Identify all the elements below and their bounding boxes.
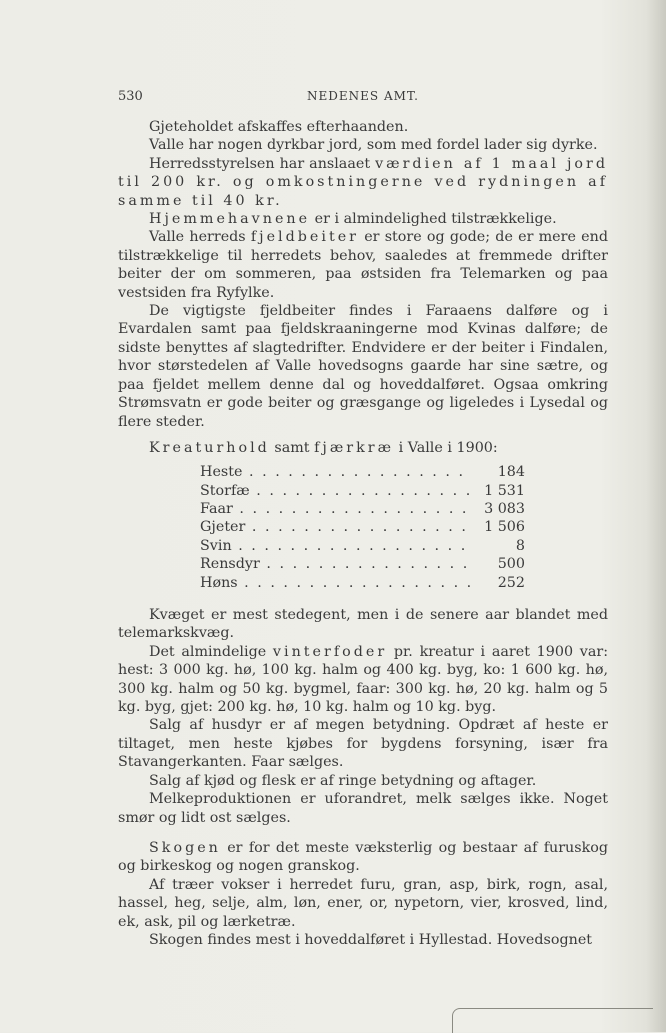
stats-heading-part1: Kreaturhold xyxy=(149,439,270,456)
paragraph xyxy=(118,606,608,643)
paragraph-text: er for det meste væksterlig og bestaar af furuskog og birkeskog og nogen granskog. xyxy=(118,839,608,875)
spaced-emphasis-text: Hjemmehavnene xyxy=(149,211,311,228)
paragraph xyxy=(118,716,608,771)
stats-heading-part4: i Valle i 1900: xyxy=(394,439,498,456)
paragraph-text: Salg af husdyr er af megen betydning. Opdræt af heste er tiltaget, men heste kjøbes for bygdens forsyning, især fra Stavangerkanten. Faar sælges. xyxy=(118,717,608,771)
row-value: 3 083 xyxy=(484,501,525,518)
paragraph-text: De vigtigste fjeldbeiter findes i Faraaens dalføre og i Evardalen samt paa fjeldskraaningerne mod Kvinas dalføre; de sidste benyttes af slagtedrifter. Endvidere er der beiter i Findalen, hvor størstedelen af Valle hovedsogns gaarde har sine sætre, og paa fjeldet mellem denne dal og hoveddalføret. Ogsaa omkring Strømsvatn er gode beiter og græsgange og ligeledes i Lysedal og flere steder. xyxy=(118,303,608,430)
row-label: Gjeter . . . xyxy=(200,518,471,536)
row-label: Heste . . . xyxy=(200,463,471,481)
text-block-3 xyxy=(118,839,608,949)
paragraph-text: er store og gode; de er mere end tilstrækkelige til herredets behov, saaledes at fremmede drifter beiter der om sommeren, paa østsiden fra Telemarken og paa vestsiden fra Ryfylke. xyxy=(118,229,608,301)
page-header xyxy=(118,89,608,107)
paragraph xyxy=(118,302,608,431)
stats-heading xyxy=(118,439,608,457)
row-value: 1 531 xyxy=(484,482,525,499)
paragraph-text: Melkeproduktionen er uforandret, melk sælges ikke. Noget smør og lidt ost sælges. xyxy=(118,791,608,826)
scan-edge-mark xyxy=(452,1008,653,1033)
paragraph-text: Herredsstyrelsen har anslaaet xyxy=(149,155,376,172)
table-row xyxy=(200,463,525,481)
paragraph-text: Gjeteholdet afskaffes efterhaanden. xyxy=(149,119,409,135)
paragraph xyxy=(118,790,608,827)
table-row xyxy=(200,518,525,536)
paragraph-text: Kvæget er mest stedegent, men i de senere aar blandet med telemarkskvæg. xyxy=(118,607,608,642)
row-value: 1 506 xyxy=(484,519,525,536)
paragraph xyxy=(118,643,608,717)
page-edge xyxy=(658,0,660,1032)
paragraph-text: Af træer vokser i herredet furu, gran, asp, birk, rogn, asal, hassel, heg, selje, alm, løn, ener, or, nypetorn, vier, krosved, lind, ek, ask, pil og lærketræ. xyxy=(118,876,608,930)
paragraph-text: Valle har nogen dyrkbar jord, som med fordel lader sig dyrke. xyxy=(149,137,598,154)
paragraph-text: Valle herreds xyxy=(149,229,251,246)
section-gap xyxy=(118,827,608,839)
paragraph xyxy=(118,228,608,302)
livestock-table xyxy=(200,463,525,592)
paragraph xyxy=(118,772,608,790)
spaced-emphasis-text: vinterfoder xyxy=(272,643,388,660)
running-title: NEDENES AMT. xyxy=(307,89,419,103)
table-row xyxy=(200,574,525,592)
text-block-2 xyxy=(118,606,608,827)
row-value: 184 xyxy=(497,464,525,481)
page-body xyxy=(118,118,608,949)
paragraph-text: Skogen findes mest i hoveddalføret i Hyllestad. Hovedsognet xyxy=(149,931,593,948)
paragraph xyxy=(118,155,608,210)
paragraph-text: Salg af kjød og flesk er af ringe betydning og aftager. xyxy=(149,772,537,789)
paragraph xyxy=(118,210,608,228)
spaced-emphasis-text: fjeldbeiter xyxy=(250,229,359,246)
paragraph xyxy=(118,118,608,136)
stats-heading-part2: samt xyxy=(269,439,315,456)
paragraph xyxy=(118,136,608,154)
row-value: 500 xyxy=(497,556,525,573)
row-value: 252 xyxy=(497,574,525,591)
paragraph xyxy=(118,839,608,876)
row-label: Faar . . . xyxy=(200,500,471,518)
row-label: Høns . . . xyxy=(200,574,471,592)
paragraph-text: Det almindelige xyxy=(149,643,273,660)
row-label: Storfæ . . . xyxy=(200,482,471,500)
stats-heading-part3: fjærkræ xyxy=(314,439,395,456)
row-value: 8 xyxy=(515,537,525,554)
table-row xyxy=(200,537,525,555)
row-label: Rensdyr . . . xyxy=(200,555,471,573)
spaced-emphasis-text: værdien af 1 maal jord til 200 kr. og omkostningerne ved rydningen af samme til 40 kr. xyxy=(118,155,608,209)
page-number: 530 xyxy=(118,89,143,104)
table-row xyxy=(200,555,525,573)
row-label: Svin . . . xyxy=(200,537,471,555)
paragraph-text: er i almindelighed tilstrækkelige. xyxy=(310,211,557,228)
table-row xyxy=(200,500,525,518)
paragraph-text: pr. kreatur i aaret 1900 var: hest: 3 000 kg. hø, 100 kg. halm og 400 kg. byg, ko: 1 600 kg. hø, 300 kg. halm og 50 kg. bygmel, faar: 300 kg. hø, 20 kg. halm og 5 kg. byg, gjet: 200 kg. hø, 10 kg. halm og 10 kg. byg. xyxy=(118,643,609,716)
text-block-1 xyxy=(118,118,608,431)
table-row xyxy=(200,482,525,500)
paragraph xyxy=(118,876,608,931)
spaced-emphasis-text: Skogen xyxy=(149,839,221,856)
paragraph xyxy=(118,931,608,949)
